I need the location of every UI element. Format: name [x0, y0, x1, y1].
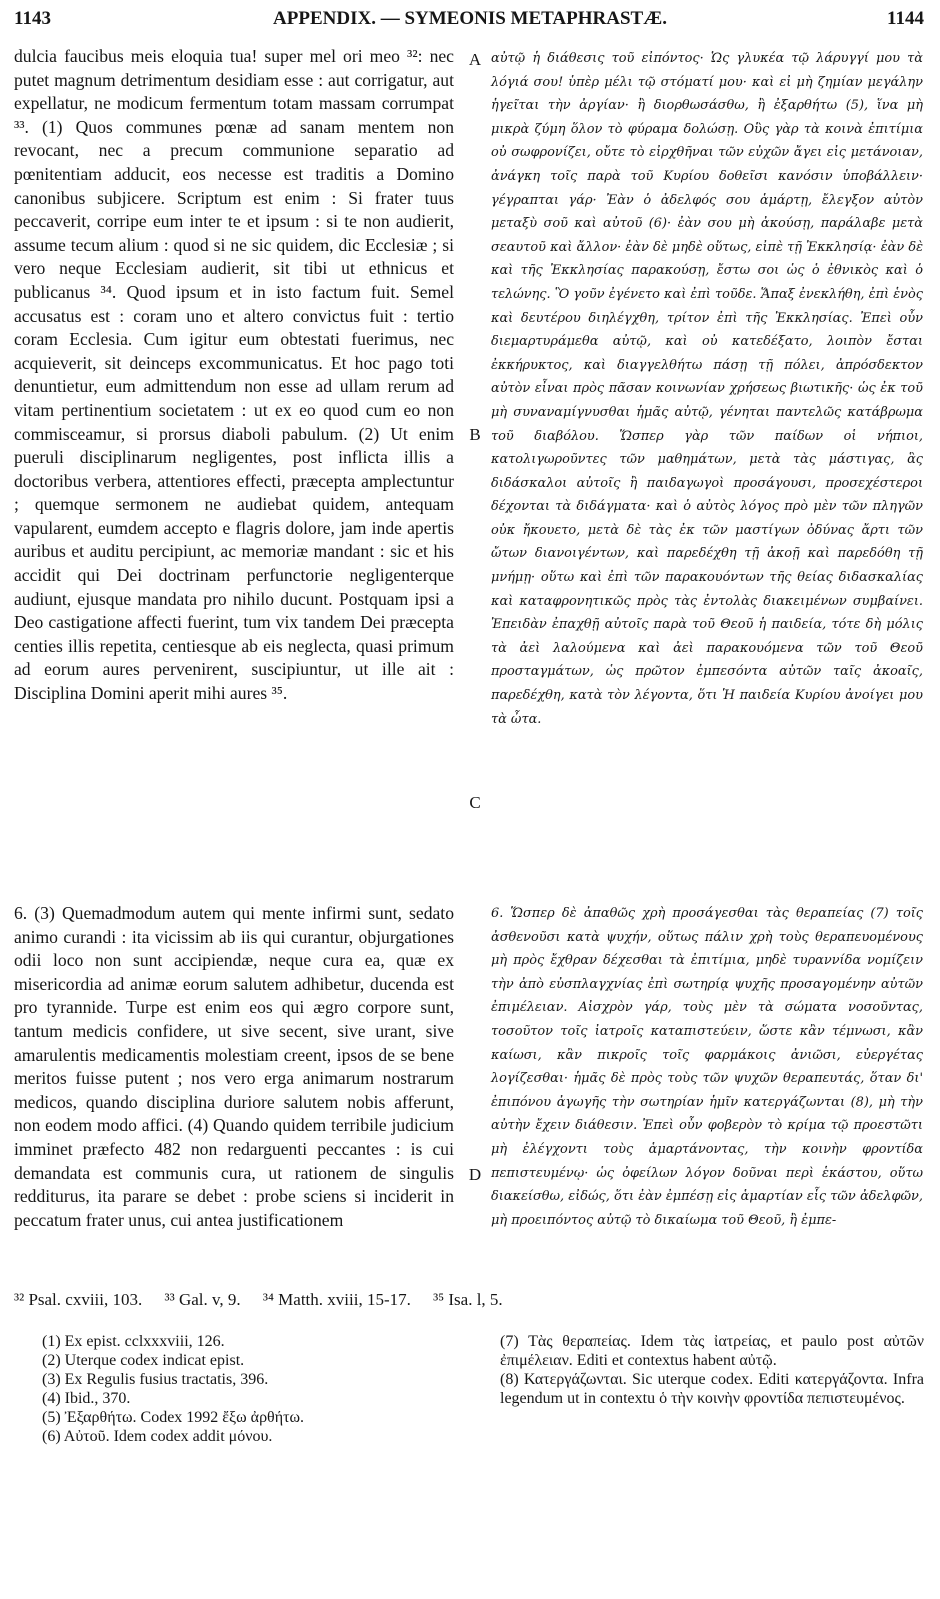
scripture-ref: ³² Psal. cxviii, 103. [14, 1290, 143, 1309]
scripture-references [14, 1290, 924, 1310]
greek-text-block-2: 6. Ὥσπερ δὲ ἀπαθῶς χρὴ προσάγεσθαι τὰς θεραπείας (7) τοῖς ἀσθενοῦσι κατὰ ψυχήν, οὕτως πάλιν χρὴ τοὺς θεραπευομένους μὴ πρὸς ἔχθραν δέχεσθαι τὰ ἐπιτίμια, μηδὲ τυραννίδα νομίζειν τὴν ἀπὸ εὐσπλαγχνίας ἐπὶ σωτηρίᾳ ψυχῆς προσαγομένην αὐτῶν ἐπιμέλειαν. Αἰσχρὸν γάρ, τοὺς μὲν τὰ σώματα νοσοῦντας, τοσοῦτον τοῖς ἰατροῖς καταπιστεύειν, ὥστε κἂν τέμνωσι, κἂν καίωσι, κἂν πικροῖς τοῖς φαρμάκοις ἀνιῶσι, εὐεργέτας λογίζεσθαι· ἡμᾶς δὲ πρὸς τοὺς τῶν ψυχῶν θεραπευτάς, ὅταν δι' ἐπιπόνου ἀγωγῆς τὴν σωτηρίαν ἡμῖν κατεργάζωνται (8), μὴ τὴν αὐτὴν ἔχειν διάθεσιν. Ἐπεὶ οὖν φοβερὸν τὸ κρίμα τῷ προεστῶτι μὴ ἐλέγχοντι τοὺς ἁμαρτάνοντας, τὴν κοινὴν φροντίδα πεπιστευμένῳ· ὡς ὀφείλων λόγον δοῦναι περὶ ἑκάστου, οὕτω διακείσθω, εἰδώς, ὅτι ἐὰν ἐμπέσῃ εἰς ἁμαρτίαν εἷς τῶν ἀδελφῶν, μὴ προειπόντος αὐτῷ τὸ δικαίωμα τοῦ Θεοῦ, ἢ ἐμπε- [491, 906, 923, 1228]
scripture-ref: ³³ Gal. v, 9. [164, 1290, 241, 1309]
header-title: APPENDIX. — SYMEONIS METAPHRASTÆ. [273, 8, 667, 29]
footnotes-left: (1) Ex epist. cclxxxviii, 126. (2) Uterque codex indicat epist. (3) Ex Regulis fusius tractatis, 396. (4) Ibid., 370. (5) Ἐξαρθήτω. Codex 1992 ἔξω ἀρθήτω. (6) Αὐτοῦ. Idem codex addit μόνου. [42, 1333, 305, 1445]
margin-letter-c: C [469, 793, 481, 812]
running-header [0, 8, 940, 34]
margin-letter-d: D [468, 1165, 482, 1184]
margin-letter-b: B [469, 425, 481, 444]
scripture-ref: ³⁴ Matth. xviii, 15-17. [262, 1290, 411, 1309]
latin-text-block-1: dulcia faucibus meis eloquia tua! super mel ori meo ³²: nec putet magnum detrimentum desidiam esse : aut corrigatur, aut expellatur, ne modicum fermentum totam massam corrumpat ³³. (1) Quos communes pœnæ ad sanam mentem non revocant, nec a precum communione separatio ad pœnitentiam adducit, eos necesse est traditis a Domino canonibus subjicere. Scriptum est enim : Si frater tuus peccaverit, corripe eum inter te et ipsum : si te non audierit, assume tecum alium : quod si ne sic quidem, dic Ecclesiæ ; si vero neque Ecclesiam audierit, sit tibi ut ethnicus et publicanus ³⁴. Quod ipsum et in isto factum fuit. Semel accusatus est : coram uno et altero convictus fuit : tertio coram Ecclesia. Cum igitur eum obtestati fuerimus, nec acquieverit, sit deinceps excommunicatus. Et hoc pago toti denuntietur, eum admittendum non esse ad ullam rerum ad vitam pertinentium societatem : ut ex eo quod cum eo non commisceamur, si prorsus diaboli pabulum. (2) Ut enim pueruli disciplinarum negligentes, post inflicta illis a doctoribus verbera, attentiores effecti, præcepta amplectuntur ; quemque sermonem ne audiebat quidem, antequam vapularent, eumdem accepto e flagris dolore, jam inde apertis auribus et auditu percipiunt, ac memoriæ mandant : sic et his accidit qui Dei doctrinam perfunctorie negligenterque audiunt, ejusque mandata pro nihilo ducunt. Postquam ipsi a Deo castigatione affecti fuerint, tum vix tandem Dei præcepta centies illis repetita, centiesque ab eis neglecta, quasi primum ad eorum aures pervenirent, suscipiuntur, ut ille ait : Disciplina Domini aperit mihi aures ³⁵. [14, 46, 454, 704]
greek-text-block-1: αὐτῷ ἡ διάθεσις τοῦ εἰπόντος· Ὡς γλυκέα τῷ λάρυγγί μου τὰ λόγιά σου! ὑπὲρ μέλι τῷ στόματί μου· καὶ εἰ μὴ ζημίαν μεγάλην ἡγεῖται τὴν ἀργίαν· ἢ διορθωσάσθω, ἢ ἐξαρθήτω (5), ἵνα μὴ μικρὰ ζύμη ὅλον τὸ φύραμα δολώσῃ. Οὓς γὰρ τὰ κοινὰ ἐπιτίμια οὐ σωφρονίζει, οὔτε τὸ εἰρχθῆναι τῶν εὐχῶν ἄγει εἰς μετάνοιαν, ἀνάγκη τοῖς παρὰ τοῦ Κυρίου δοθεῖσι κανόσιν ὑποβάλλειν· γέγραπται γάρ· Ἐὰν ὁ ἀδελφός σου ἁμάρτῃ, ἔλεγξον αὐτὸν μεταξὺ σοῦ καὶ αὐτοῦ (6)· ἐὰν σου μὴ ἀκούσῃ, παράλαβε μετὰ σεαυτοῦ καὶ ἄλλον· ἐὰν δὲ μηδὲ οὕτως, εἰπὲ τῇ Ἐκκλησίᾳ· ἐὰν δὲ καὶ τῆς Ἐκκλησίας παρακούσῃ, ἔστω σοι ὡς ὁ ἐθνικὸς καὶ ὁ τελώνης. Ὃ γοῦν ἐγένετο καὶ ἐπὶ τοῦδε. Ἅπαξ ἐνεκλήθη, ἐπὶ ἑνὸς καὶ δευτέρου διηλέγχθη, τρίτον ἐπὶ τῆς Ἐκκλησίας. Ἐπεὶ οὖν διεμαρτυράμεθα αὐτῷ, καὶ οὐ κατεδέξατο, λοιπὸν ἔσται ἐκκήρυκτος, καὶ διαγγελθήτω πάσῃ τῇ πόλει, ἀπρόσδεκτον αὐτὸν εἶναι πρὸς πᾶσαν κοινωνίαν χρήσεως βιωτικῆς· ὡς ἐκ τοῦ μὴ συναναμίγνυσθαι ἡμᾶς αὐτῷ, γένηται παντελῶς κατάβρωμα τοῦ διαβόλου. Ὥσπερ γὰρ τῶν παίδων οἱ νήπιοι, κατολιγωροῦντες τῶν μαθημάτων, μετὰ τὰς μάστιγας, ἃς διδάσκαλοι αὐτοῖς ἢ παιδαγωγοὶ προσάγουσι, προσεχέστεροι δέχονται τὰ διδάγματα· καὶ ὁ αὐτὸς λόγος πρὸ μὲν τῶν πληγῶν οὐκ ἤκουετο, μετὰ δὲ τὰς ἐκ τῶν μαστίγων ὀδύνας ἄρτι τῶν ὤτων διανοιγέντων, καὶ παρεδέχθη τῇ ἀκοῇ καὶ παρεδόθη τῇ μνήμῃ· οὕτω καὶ ἐπὶ τῶν παρακουόντων τῆς θείας διδασκαλίας καὶ καταφρονητικῶς πρὸς τὰς ἐντολὰς διακειμένων συμβαίνει. Ἐπειδὰν ἐπαχθῇ αὐτοῖς παρὰ τοῦ Θεοῦ ἡ παιδεία, τότε δὴ μόλις τὰ ἀεὶ λαλούμενα καὶ ἀεὶ παρακουόμενα τῶν τοῦ Θεοῦ προσταγμάτων, ὡς πρῶτον ἐμπεσόντα αὐτῶν ταῖς ἀκοαῖς, παρεδέχθη, κατὰ τὸν λέγοντα, ὅτι Ἡ παιδεία Κυρίου ἀνοίγει μου τὰ ὦτα. [491, 51, 923, 727]
footnotes-right: (7) Τὰς θεραπείας. Idem τὰς ἰατρείας, et paulo post αὐτῶν ἐπιμέλειαν. Editi et contextus habent αὐτῷ. (8) Κατεργάζωνται. Sic uterque codex. Editi κατεργάζοντα. Infra legendum ut in contextu ὁ τὴν κοινὴν φροντίδα πεπιστευμένος. [500, 1333, 924, 1407]
margin-letter-a: A [468, 50, 482, 69]
page-number-right: 1144 [887, 8, 924, 29]
page-number-left: 1143 [14, 8, 51, 29]
scripture-ref: ³⁵ Isa. l, 5. [433, 1290, 503, 1309]
latin-text-block-2: 6. (3) Quemadmodum autem qui mente infirmi sunt, sedato animo curandi : ita vicissim ab iis qui curantur, objurgationes odii loco non sunt accipiendæ, neque cura ea, quæ ex misericordia ad animæ eorum salutem adhibetur, ducenda est pro tyrannide. Turpe est enim eos qui ægro corpore sunt, tantum medicis confidere, ut sive secent, sive urant, sive amarulentis medicamentis molestiam creent, ipsos de se bene meritos fuisse putent ; nos vero erga animarum nostrarum medicos, quando disciplina duriore salutem nobis afferunt, non eodem modo affici. (4) Quando quidem terribile judicium imminet præfecto 482 non redarguenti peccantes : is cui demandata est communis cura, ut rationem de singulis redditurus, ita parare se debet : probe sciens si inciderit in peccatum frater unus, cui antea justificationem [14, 903, 454, 1230]
